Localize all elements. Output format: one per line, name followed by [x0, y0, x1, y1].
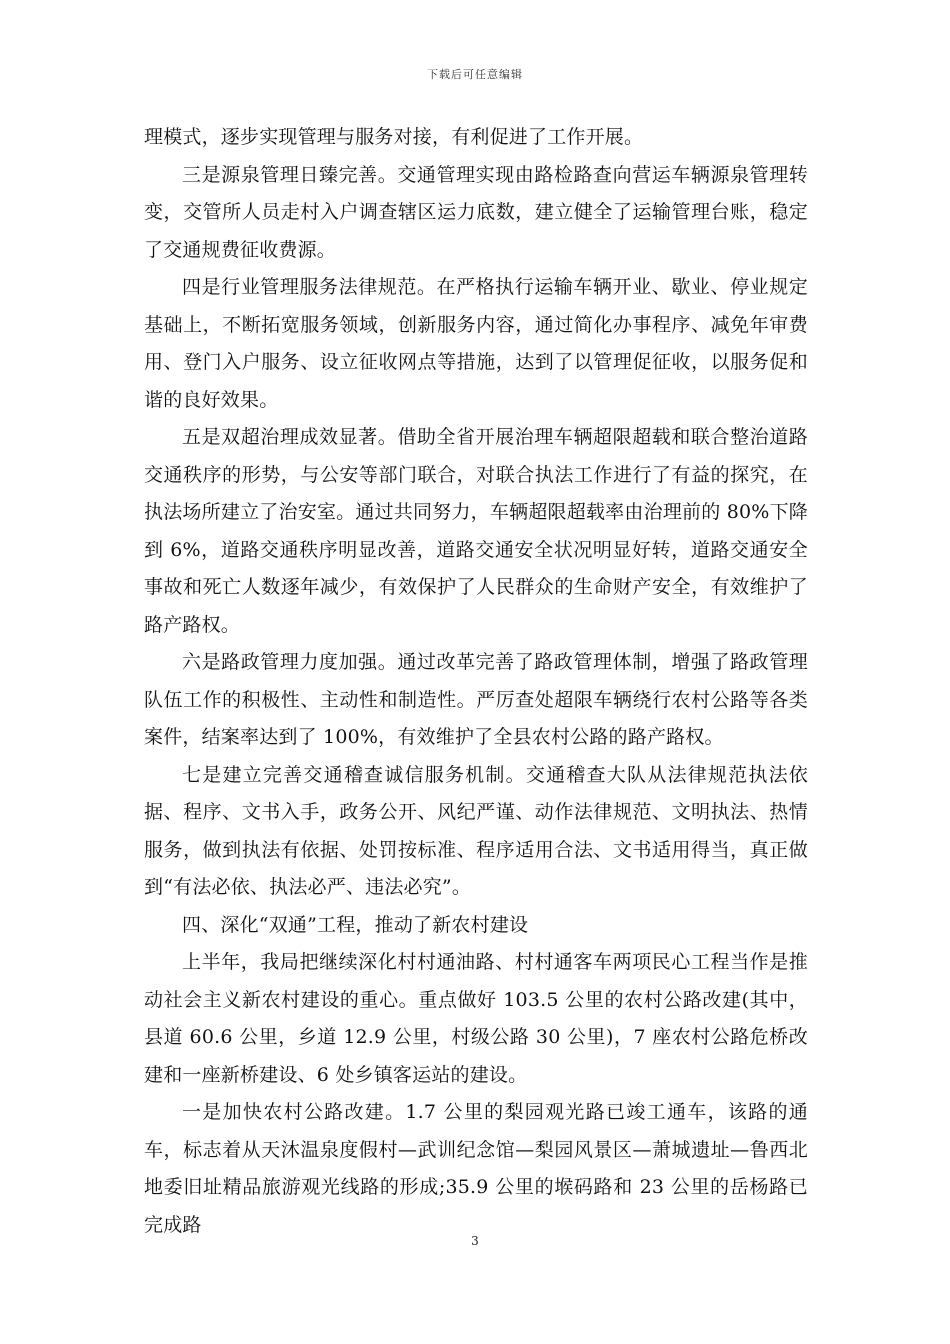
- page-header: 下载后可任意编辑: [427, 68, 523, 81]
- section-heading: 四、深化“双通”工程，推动了新农村建设: [182, 913, 529, 936]
- paragraph: 上半年，我局把继续深化村村通油路、村村通客车两项民心工程当作是推动社会主义新农村建设的重心。重点做好 103.5 公里的农村公路改建(其中，县道 60.6 公里，乡道 12.9 公里，村级公路 30 公里)，7 座农村公路危桥改建和一座新桥建设、6 处乡镇客运站的建设。: [144, 951, 808, 1086]
- document-body: [144, 119, 808, 1244]
- paragraph: 五是双超治理成效显著。借助全省开展治理车辆超限超载和联合整治道路交通秩序的形势，与公安等部门联合，对联合执法工作进行了有益的探究，在执法场所建立了治安室。通过共同努力，车辆超限超载率由治理前的 80%下降到 6%，道路交通秩序明显改善，道路交通安全状况明显好转，道路交通安全事故和死亡人数逐年减少，有效保护了人民群众的生命财产安全，有效维护了路产路权。: [144, 426, 808, 636]
- page-number: 3: [471, 1234, 479, 1248]
- paragraph: 六是路政管理力度加强。通过改革完善了路政管理体制，增强了路政管理队伍工作的积极性、主动性和制造性。严厉查处超限车辆绕行农村公路等各类案件，结案率达到了 100%，有效维护了全县农村公路的路产路权。: [144, 651, 808, 748]
- paragraph: 一是加快农村公路改建。1.7 公里的梨园观光路已竣工通车，该路的通车，标志着从天沐温泉度假村—武训纪念馆—梨园风景区—萧城遗址—鲁西北地委旧址精品旅游观光线路的形成;35.9 公里的堠码路和 23 公里的岳杨路已完成路: [144, 1101, 808, 1236]
- paragraph: 四是行业管理服务法律规范。在严格执行运输车辆开业、歇业、停业规定基础上，不断拓宽服务领域，创新服务内容，通过简化办事程序、减免年审费用、登门入户服务、设立征收网点等措施，达到了以管理促征收，以服务促和谐的良好效果。: [144, 276, 808, 411]
- paragraph: 三是源泉管理日臻完善。交通管理实现由路检路查向营运车辆源泉管理转变，交管所人员走村入户调查辖区运力底数，建立健全了运输管理台账，稳定了交通规费征收费源。: [144, 163, 808, 261]
- paragraph: 理模式，逐步实现管理与服务对接，有利促进了工作开展。: [144, 126, 644, 148]
- paragraph: 七是建立完善交通稽查诚信服务机制。交通稽查大队从法律规范执法依据、程序、文书入手，政务公开、风纪严谨、动作法律规范、文明执法、热情服务，做到执法有依据、处罚按标准、程序适用合法、文书适用得当，真正做到“有法必依、执法必严、违法必究”。: [144, 763, 808, 898]
